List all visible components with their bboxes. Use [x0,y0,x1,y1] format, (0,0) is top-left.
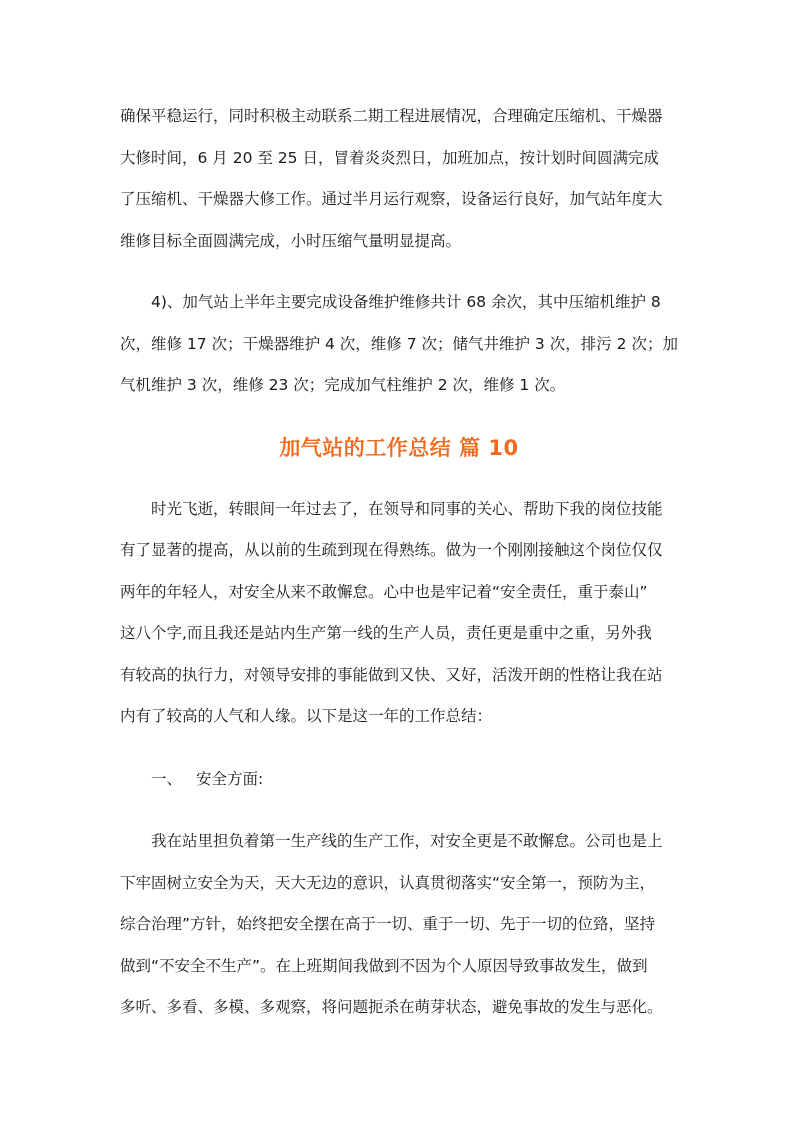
text-line: 维修目标全面圆满完成，小时压缩气量明显提高。 [120,231,462,250]
text-line: 大修时间，6 月 20 至 25 日，冒着炎炎烈日，加班加点，按计划时间圆满完成 [120,148,659,167]
section-heading: 加气站的工作总结 篇 10 [279,435,519,460]
text-line: 综合治理”方针，始终把安全摆在高于一切、重于一切、先于一切的位臵，坚持 [120,915,656,933]
text-line: 4)、加气站上半年主要完成设备维护维修共计 68 余次，其中压缩机维护 8 [151,293,661,311]
text-line: 这八个字,而且我还是站内生产第一线的生产人员，责任更是重中之重，另外我 [120,624,652,642]
text-line: 了压缩机、干燥器大修工作。通过半月运行观察，设备运行良好，加气站年度大 [120,190,663,208]
text-line: 我在站里担负着第一生产线的生产工作，对安全更是不敢懈怠。公司也是上 [151,832,663,850]
text-line: 两年的年轻人，对安全从来不敢懈怠。心中也是牢记着“安全责任，重于泰山” [120,582,648,601]
text-line: 气机维护 3 次，维修 23 次；完成加气柱维护 2 次，维修 1 次。 [120,376,566,394]
paragraph-maintenance-summary [120,96,678,262]
text-line: 多听、多看、多模、多观察，将问题扼杀在萌芽状态，避免事故的发生与恶化。 [120,998,663,1016]
paragraph-safety [120,821,678,1029]
paragraph-maintenance-counts [120,282,678,407]
subsection-number: 一、 [151,769,183,788]
subsection-label: 安全方面: [196,769,264,788]
text-line: 次，维修 17 次；干燥器维护 4 次，维修 7 次；储气井维护 3 次，排污 2 次；加 [120,334,678,353]
document-body [120,96,678,1029]
subsection-title [120,759,678,801]
text-line: 有了显著的提高，从以前的生疏到现在得熟练。做为一个刚刚接触这个岗位仅仅 [120,541,663,559]
text-line: 有较高的执行力，对领导安排的事能做到又快、又好，活泼开朗的性格让我在站 [120,665,663,684]
text-line: 时光飞逝，转眼间一年过去了，在领导和同事的关心、帮助下我的岗位技能 [151,499,663,518]
text-line: 下牢固树立安全为天，天大无边的意识，认真贯彻落实“安全第一，预防为主， [120,873,656,892]
paragraph-annual-intro [120,489,678,738]
text-line: 内有了较高的人气和人缘。以下是这一年的工作总结： [120,707,493,725]
text-line: 做到“不安全不生产”。在上班期间我做到不因为个人原因导致事故发生，做到 [120,956,648,975]
text-line: 确保平稳运行，同时积极主动联系二期工程进展情况，合理确定压缩机、干燥器 [120,107,663,125]
